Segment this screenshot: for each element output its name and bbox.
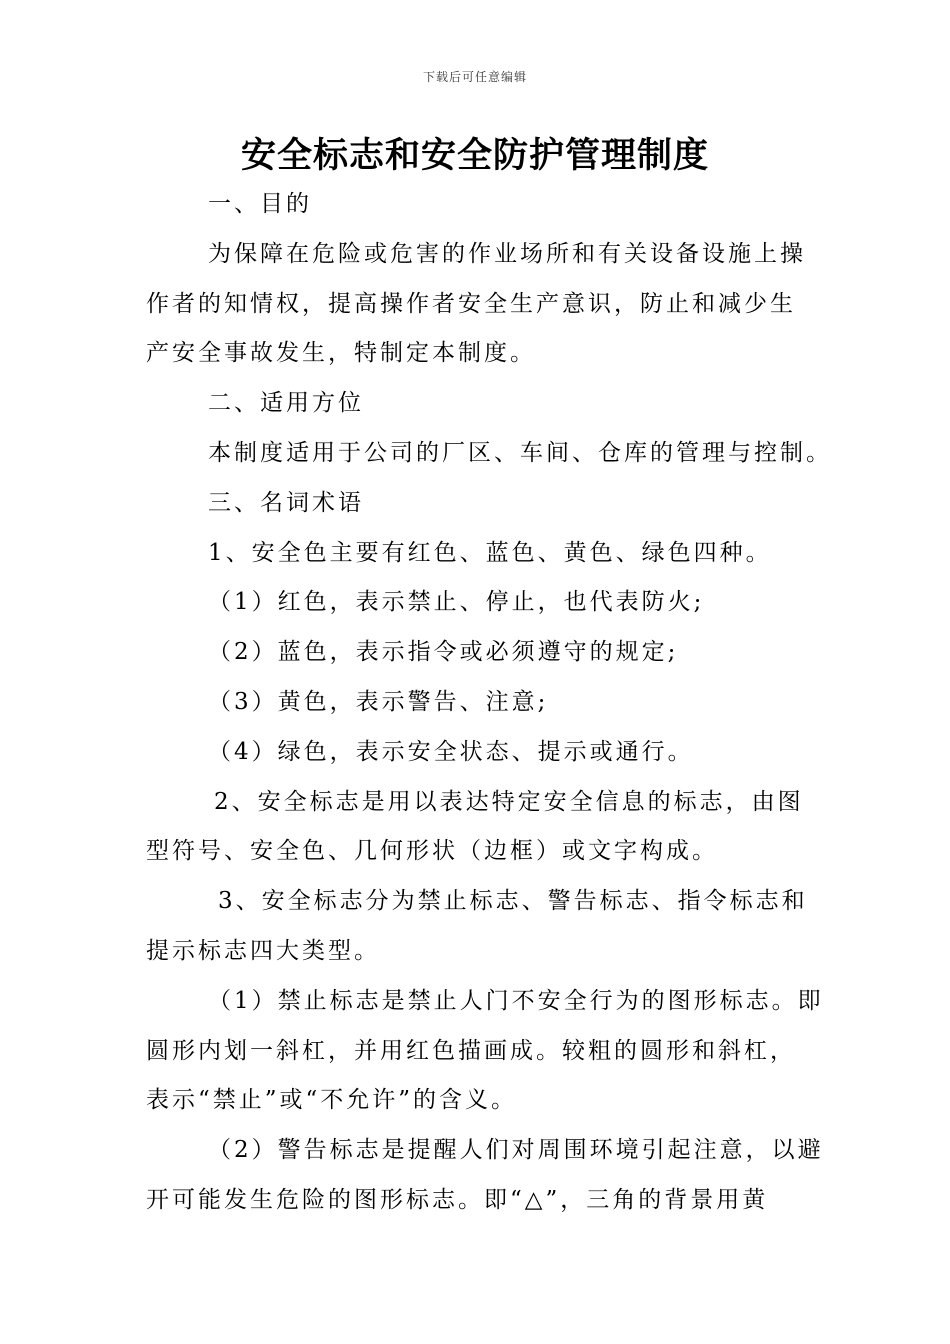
document-body [146,180,832,1226]
paragraph-line: 作者的知情权，提高操作者安全生产意识，防止和减少生 [146,290,796,317]
document-title: 安全标志和安全防护管理制度 [240,136,709,176]
paragraph-line: 本制度适用于公司的厂区、车间、仓库的管理与控制。 [208,439,832,466]
paragraph-line: 为保障在危险或危害的作业场所和有关设备设施上操 [208,240,806,267]
list-item: 3、安全标志分为禁止标志、警告标志、指令标志和 [218,888,808,915]
paragraph-line: 提示标志四大类型。 [146,937,380,964]
paragraph-line: 开可能发生危险的图形标志。即“△”，三角的背景用黄 [146,1186,769,1213]
list-item: （3）黄色，表示警告、注意; [208,688,549,715]
list-item: （4）绿色，表示安全状态、提示或通行。 [208,738,694,765]
paragraph-line: 表示“禁止”或“不允许”的含义。 [146,1087,518,1114]
paragraph-line: 圆形内划一斜杠，并用红色描画成。较粗的圆形和斜杠， [146,1037,796,1064]
section-heading-terms: 三、名词术语 [208,489,364,516]
list-item: （2）警告标志是提醒人们对周围环境引起注意，以避 [208,1137,824,1164]
paragraph-line: 型符号、安全色、几何形状（边框）或文字构成。 [146,838,718,865]
download-note: 下载后可任意编辑 [422,70,527,84]
paragraph-line: 产安全事故发生，特制定本制度。 [146,340,536,367]
list-item: （2）蓝色，表示指令或必须遵守的规定; [208,639,679,666]
list-item: （1）禁止标志是禁止人门不安全行为的图形标志。即 [208,987,824,1014]
list-item: 2、安全标志是用以表达特定安全信息的标志，由图 [214,788,804,815]
section-heading-purpose: 一、目的 [208,191,312,217]
list-item: 1、安全色主要有红色、蓝色、黄色、绿色四种。 [208,539,772,566]
list-item: （1）红色，表示禁止、停止，也代表防火; [208,589,705,616]
section-heading-scope: 二、适用方位 [208,390,364,417]
